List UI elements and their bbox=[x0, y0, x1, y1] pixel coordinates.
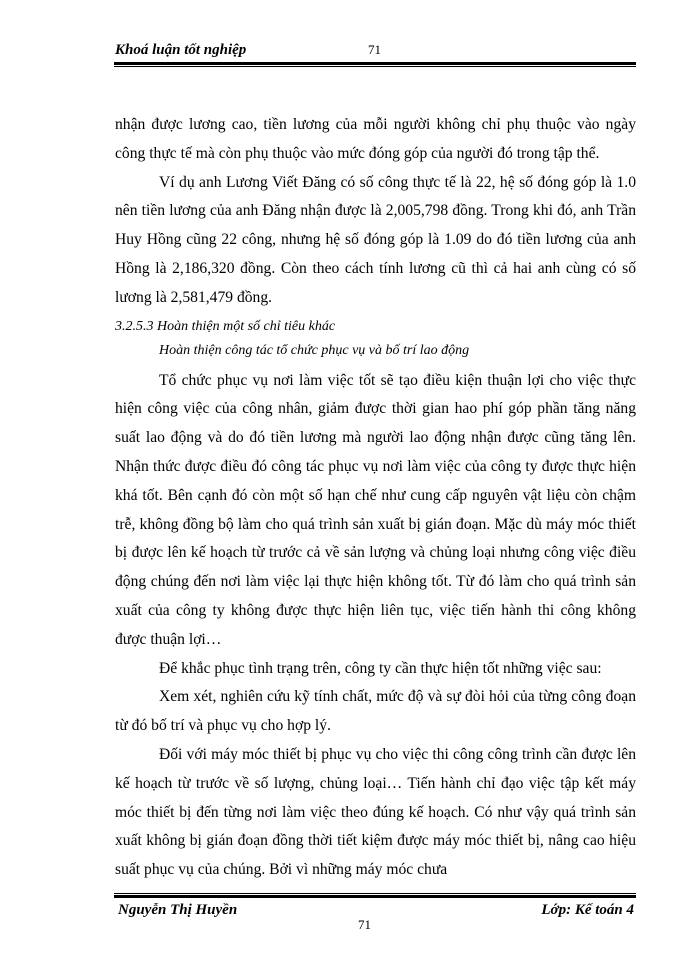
paragraph-1: nhận được lương cao, tiền lương của mỗi người không chỉ phụ thuộc vào ngày công thực tế mà còn phụ thuộc vào mức đóng góp của người đó trong tập thể. bbox=[115, 116, 636, 162]
section-heading: 3.2.5.3 Hoàn thiện một số chỉ tiêu khác bbox=[115, 318, 336, 334]
footer-page-number: 71 bbox=[358, 917, 371, 932]
paragraph-2: Ví dụ anh Lương Viết Đăng có số công thực tế là 22, hệ số đóng góp là 1.0 nên tiền lương của anh Đăng nhận được là 2,005,798 đồng. Trong khi đó, anh Trần Huy Hồng cũng 22 công, nhưng hệ số đóng góp là 1.09 do đó tiền lương của anh Hồng là 2,186,320 đồng. Còn theo cách tính lương cũ thì cả hai anh cùng có số lương là 2,581,479 đồng. bbox=[115, 173, 636, 306]
paragraph-5: Xem xét, nghiên cứu kỹ tính chất, mức độ và sự đòi hỏi của từng công đoạn từ đó bố trí và phục vụ cho hợp lý. bbox=[115, 688, 636, 735]
subsection-heading: Hoàn thiện công tác tổ chức phục vụ và bố trí lao động bbox=[159, 342, 470, 358]
paragraph-4: Để khắc phục tình trạng trên, công ty cần thực hiện tốt những việc sau: bbox=[159, 659, 602, 677]
header-title: Khoá luận tốt nghiệp bbox=[115, 42, 247, 58]
body-text bbox=[115, 111, 636, 885]
paragraph-3: Tổ chức phục vụ nơi làm việc tốt sẽ tạo điều kiện thuận lợi cho việc thực hiện công việc của công nhân, giảm được thời gian hao phí góp phần tăng năng suất lao động và do đó tiền lương mà người lao động nhận được cũng tăng lên. Nhận thức được điều đó công tác phục vụ nơi làm việc của công ty được thực hiện khá tốt. Bên cạnh đó còn một số hạn chế như cung cấp nguyên vật liệu còn chậm trễ, không đồng bộ làm cho quá trình sản xuất bị gián đoạn. Mặc dù máy móc thiết bị được lên kế hoạch từ trước cả về sản lượng và chủng loại nhưng công việc điều động chúng đến nơi làm việc lại thực hiện không tốt. Từ đó làm cho quá trình sản xuất của công ty không được thực hiện liên tục, việc tiến hành thi công không được thuận lợi… bbox=[115, 371, 636, 648]
footer-class: Lớp: Kế toán 4 bbox=[541, 902, 634, 918]
paragraph-6: Đối với máy móc thiết bị phục vụ cho việc thi công công trình cần được lên kế hoạch từ trước về số lượng, chủng loại… Tiến hành chỉ đạo việc tập kết máy móc thiết bị đến từng nơi làm việc theo đúng kế hoạch. Có như vậy quá trình sản xuất không bị gián đoạn đồng thời tiết kiệm được máy móc thiết bị, nâng cao hiệu suất phục vụ của chúng. Bởi vì những máy móc chưa bbox=[115, 745, 636, 879]
header-page-number: 71 bbox=[368, 42, 381, 57]
footer-author: Nguyễn Thị Huyền bbox=[118, 902, 238, 918]
header-rule bbox=[114, 62, 636, 67]
footer-rule bbox=[114, 893, 636, 898]
